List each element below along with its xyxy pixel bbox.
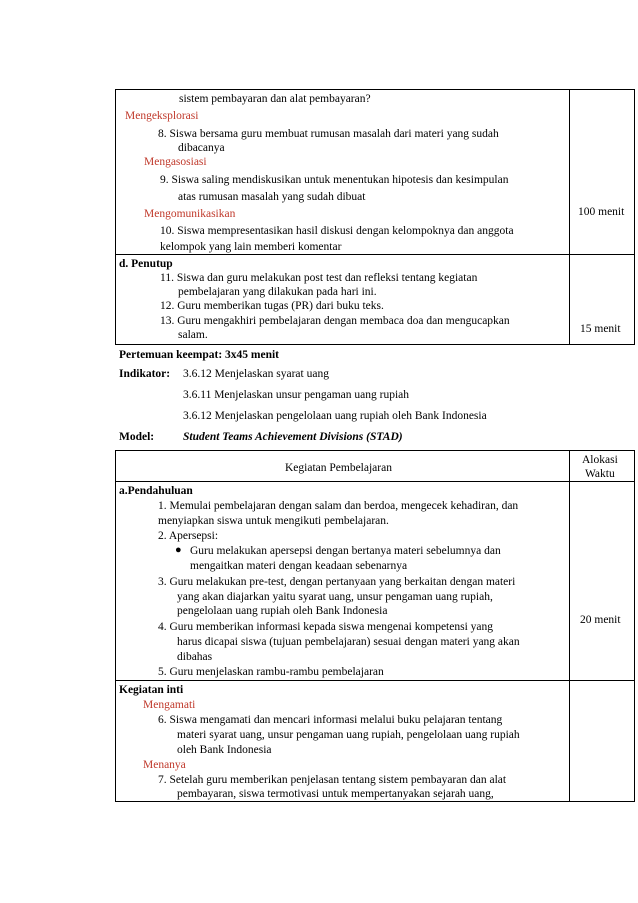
table2-bottom-border — [115, 801, 635, 802]
step-13-cont: salam. — [178, 329, 208, 341]
section-mengasosiasi: Mengasosiasi — [144, 156, 207, 168]
step-9-cont: atas rumusan masalah yang sudah dibuat — [178, 191, 366, 203]
intro-bullet: Guru melakukan apersepsi dengan bertanya materi sebelumnya dan — [190, 545, 501, 557]
indikator-2: 3.6.11 Menjelaskan unsur pengaman uang rupiah — [183, 389, 410, 401]
row2-time: 15 menit — [580, 323, 621, 335]
model-name: Student Teams Achievement Divisions (STAD) — [183, 431, 403, 443]
section-mengeksplorasi: Mengeksplorasi — [125, 110, 199, 122]
intro-step-2: 2. Apersepsi: — [158, 530, 219, 542]
section-menanya: Menanya — [143, 759, 186, 771]
row1-line: sistem pembayaran dan alat pembayaran? — [179, 93, 371, 105]
table1-row-divider — [115, 254, 635, 255]
indikator-label: Indikator: — [119, 368, 171, 380]
section-mengamati: Mengamati — [143, 699, 196, 711]
indikator-1: 3.6.12 Menjelaskan syarat uang — [183, 368, 329, 380]
intro-step-4: 4. Guru memberikan informasi kepada siswa mengenai kompetensi yang — [158, 621, 494, 633]
table2-left-border — [115, 450, 116, 802]
table1-left-border — [115, 89, 116, 345]
table2-row-divider — [115, 680, 635, 681]
intro-step-4-cont-2: dibahas — [177, 651, 213, 663]
row1-time: 100 menit — [578, 206, 625, 218]
table1-col-divider — [569, 89, 570, 345]
step-13: 13. Guru mengakhiri pembelajaran dengan membaca doa dan mengucapkan — [160, 315, 510, 327]
table2-header-divider — [115, 481, 635, 482]
indikator-3: 3.6.12 Menjelaskan pengelolaan uang rupiah oleh Bank Indonesia — [183, 410, 487, 422]
intro-step-4-cont-1: harus dicapai siswa (tujuan pembelajaran) sesuai dengan materi yang akan — [177, 636, 520, 648]
intro-step-5: 5. Guru menjelaskan rambu-rambu pembelajaran — [158, 666, 384, 678]
intro-step-1-cont: menyiapkan siswa untuk mengikuti pembelajaran. — [158, 515, 389, 527]
table1-top-border — [115, 89, 635, 90]
intro-step-3: 3. Guru melakukan pre-test, dengan pertanyaan yang berkaitan dengan materi — [158, 576, 516, 588]
step-12: 12. Guru memberikan tugas (PR) dari buku teks. — [160, 300, 384, 312]
step-11-cont: pembelajaran yang dilakukan pada hari ini. — [178, 286, 377, 298]
step-9: 9. Siswa saling mendiskusikan untuk menentukan hipotesis dan kesimpulan — [160, 174, 509, 186]
table2-col-divider — [569, 450, 570, 802]
step-10-cont: kelompok yang lain memberi komentar — [160, 241, 342, 253]
step-8-cont: dibacanya — [178, 142, 225, 154]
intro-bullet-cont: mengaitkan materi dengan keadaan sebenarnya — [190, 560, 408, 572]
table2-right-border — [634, 450, 635, 802]
step-11: 11. Siswa dan guru melakukan post test dan refleksi tentang kegiatan — [160, 272, 478, 284]
section-mengomunikasikan: Mengomunikasikan — [144, 208, 236, 220]
section-pendahuluan: a.Pendahuluan — [119, 485, 193, 497]
table1-right-border — [634, 89, 635, 345]
section-kegiatan-inti: Kegiatan inti — [119, 684, 184, 696]
meeting-title: Pertemuan keempat: 3x45 menit — [119, 349, 280, 361]
table1-bottom-border — [115, 344, 635, 345]
core-step-7: 7. Setelah guru memberikan penjelasan tentang sistem pembayaran dan alat — [158, 774, 507, 786]
intro-step-1: 1. Memulai pembelajaran dengan salam dan berdoa, mengecek kehadiran, dan — [158, 500, 519, 512]
header-time-1: Alokasi — [582, 454, 618, 466]
model-label: Model: — [119, 431, 155, 443]
step-10: 10. Siswa mempresentasikan hasil diskusi dengan kelompoknya dan anggota — [160, 225, 514, 237]
core-step-6-cont-1: materi syarat uang, unsur pengaman uang rupiah, pengelolaan uang rupiah — [177, 729, 520, 741]
core-step-6: 6. Siswa mengamati dan mencari informasi melalui buku pelajaran tentang — [158, 714, 503, 726]
step-8: 8. Siswa bersama guru membuat rumusan masalah dari materi yang sudah — [158, 128, 499, 140]
core-step-7-cont: pembayaran, siswa termotivasi untuk mempertanyakan sejarah uang, — [177, 788, 494, 800]
header-activity: Kegiatan Pembelajaran — [285, 462, 392, 474]
section-penutup: d. Penutup — [119, 258, 173, 270]
intro-step-3-cont-1: yang akan diajarkan yaitu syarat uang, unsur pengaman uang rupiah, — [177, 591, 493, 603]
intro-step-3-cont-2: pengelolaan uang rupiah oleh Bank Indonesia — [177, 605, 388, 617]
core-step-6-cont-2: oleh Bank Indonesia — [177, 744, 272, 756]
bullet-icon: ● — [175, 544, 182, 556]
table2-top-border — [115, 450, 635, 451]
pendahuluan-time: 20 menit — [580, 614, 621, 626]
header-time-2: Waktu — [585, 468, 615, 480]
